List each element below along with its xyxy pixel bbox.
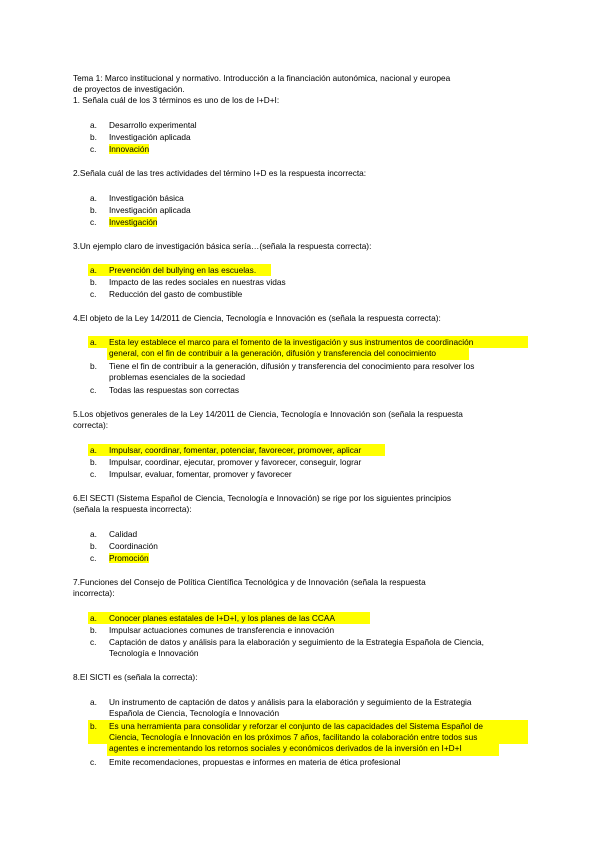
option-letter: c. <box>90 637 97 647</box>
option-text-correct: Innovación <box>109 144 150 154</box>
option-text-correct: Impulsar, coordinar, fomentar, potenciar, favorecer, promover, aplicar <box>109 445 362 455</box>
option-letter: b. <box>90 132 97 142</box>
option-text-line: problemas esenciales de la sociedad <box>109 372 246 382</box>
question-1: 1. Señala cuál de los 3 términos es uno de los de I+D+I: <box>73 95 280 105</box>
option-text-correct: Investigación <box>109 217 158 227</box>
option-text: Investigación aplicada <box>109 205 191 215</box>
option-text: Desarrollo experimental <box>109 120 197 130</box>
option-text-line: Tiene el fin de contribuir a la generación, difusión y transferencia del conocimiento para resolver los <box>109 361 475 371</box>
option-letter: c. <box>90 289 97 299</box>
option-text-correct <box>109 337 528 359</box>
question-6 <box>73 493 528 515</box>
option-text-correct: Promoción <box>109 553 149 563</box>
question-4: 4.El objeto de la Ley 14/2011 de Ciencia, Tecnología e Innovación es (señala la respuesta correcta): <box>73 313 441 323</box>
option-text-line: Un instrumento de captación de datos y análisis para la elaboración y seguimiento de la Estrategia <box>109 697 472 707</box>
question-7 <box>73 577 528 599</box>
option-letter: a. <box>90 613 97 623</box>
option-letter: c. <box>90 757 97 767</box>
option-text: Impulsar, evaluar, fomentar, promover y favorecer <box>109 469 292 479</box>
option-text-line: Tecnología e Innovación <box>109 648 199 658</box>
option-text-line: general, con el fin de contribuir a la generación, difusión y transferencia del conocimiento <box>109 348 436 358</box>
option-letter: b. <box>90 457 97 467</box>
option-text: Reducción del gasto de combustible <box>109 289 243 299</box>
option-text-correct: Prevención del bullying en las escuelas. <box>109 265 257 275</box>
option-letter: a. <box>90 529 97 539</box>
option-text-line: Ciencia, Tecnología e Innovación en los próximos 7 años, facilitando la colaboración entre todos sus <box>109 732 478 742</box>
question-3: 3.Un ejemplo claro de investigación básica sería…(señala la respuesta correcta): <box>73 241 372 251</box>
question-line: 5.Los objetivos generales de la Ley 14/2011 de Ciencia, Tecnología e Innovación son (señala la respuesta <box>73 409 463 419</box>
option-text: Investigación aplicada <box>109 132 191 142</box>
option-letter: b. <box>90 205 97 215</box>
option-letter: b. <box>90 277 97 287</box>
option-letter: a. <box>90 337 97 347</box>
option-letter: a. <box>90 445 97 455</box>
document-title <box>73 73 528 95</box>
title-line-1: Tema 1: Marco institucional y normativo. Introducción a la financiación autonómica, nacional y europea <box>73 73 451 83</box>
option-text-correct <box>109 721 528 754</box>
option-text: Emite recomendaciones, propuestas e informes en materia de ética profesional <box>109 757 401 767</box>
option-letter: c. <box>90 144 97 154</box>
option-letter: b. <box>90 541 97 551</box>
option-text-line: agentes e incrementando los retornos sociales y económicos derivados de la inversión en I+D+I <box>109 743 462 753</box>
question-5 <box>73 409 528 431</box>
option-text: Todas las respuestas son correctas <box>109 385 240 395</box>
option-letter: c. <box>90 553 97 563</box>
option-text: Investigación básica <box>109 193 184 203</box>
question-2: 2.Señala cuál de las tres actividades del término I+D es la respuesta incorrecta: <box>73 168 367 178</box>
option-text: Impacto de las redes sociales en nuestras vidas <box>109 277 286 287</box>
question-8: 8.El SICTI es (señala la correcta): <box>73 672 198 682</box>
question-line: 7.Funciones del Consejo de Política Científica Tecnológica y de Innovación (señala la respuesta <box>73 577 426 587</box>
option-letter: a. <box>90 265 97 275</box>
option-text-line: Es una herramienta para consolidar y reforzar el conjunto de las capacidades del Sistema Español de <box>109 721 484 731</box>
option-text-correct: Conocer planes estatales de I+D+I, y los planes de las CCAA <box>109 613 335 623</box>
option-letter: a. <box>90 697 97 707</box>
option-text-line: Captación de datos y análisis para la elaboración y seguimiento de la Estrategia Española de Ciencia, <box>109 637 484 647</box>
title-line-2: de proyectos de investigación. <box>73 84 185 94</box>
option-letter: b. <box>90 625 97 635</box>
option-letter: b. <box>90 361 97 371</box>
option-letter: a. <box>90 193 97 203</box>
option-letter: a. <box>90 120 97 130</box>
option-letter: c. <box>90 217 97 227</box>
option-text-line: Española de Ciencia, Tecnología e Innovación <box>109 708 280 718</box>
option-text-line: Esta ley establece el marco para el fomento de la investigación y sus instrumentos de coordinación <box>109 337 474 347</box>
question-line: correcta): <box>73 420 109 430</box>
question-line: (señala la respuesta incorrecta): <box>73 504 192 514</box>
option-text: Coordinación <box>109 541 158 551</box>
option-text <box>109 637 528 659</box>
option-text: Calidad <box>109 529 138 539</box>
question-line: 6.El SECTI (Sistema Español de Ciencia, Tecnología e Innovación) se rige por los siguientes principios <box>73 493 452 503</box>
option-text <box>109 361 528 383</box>
option-letter: c. <box>90 385 97 395</box>
option-text <box>109 697 528 719</box>
option-letter: b. <box>90 721 97 731</box>
option-text: Impulsar, coordinar, ejecutar, promover y favorecer, conseguir, lograr <box>109 457 362 467</box>
question-line: incorrecta): <box>73 588 115 598</box>
option-text: Impulsar actuaciones comunes de transferencia e innovación <box>109 625 335 635</box>
option-letter: c. <box>90 469 97 479</box>
